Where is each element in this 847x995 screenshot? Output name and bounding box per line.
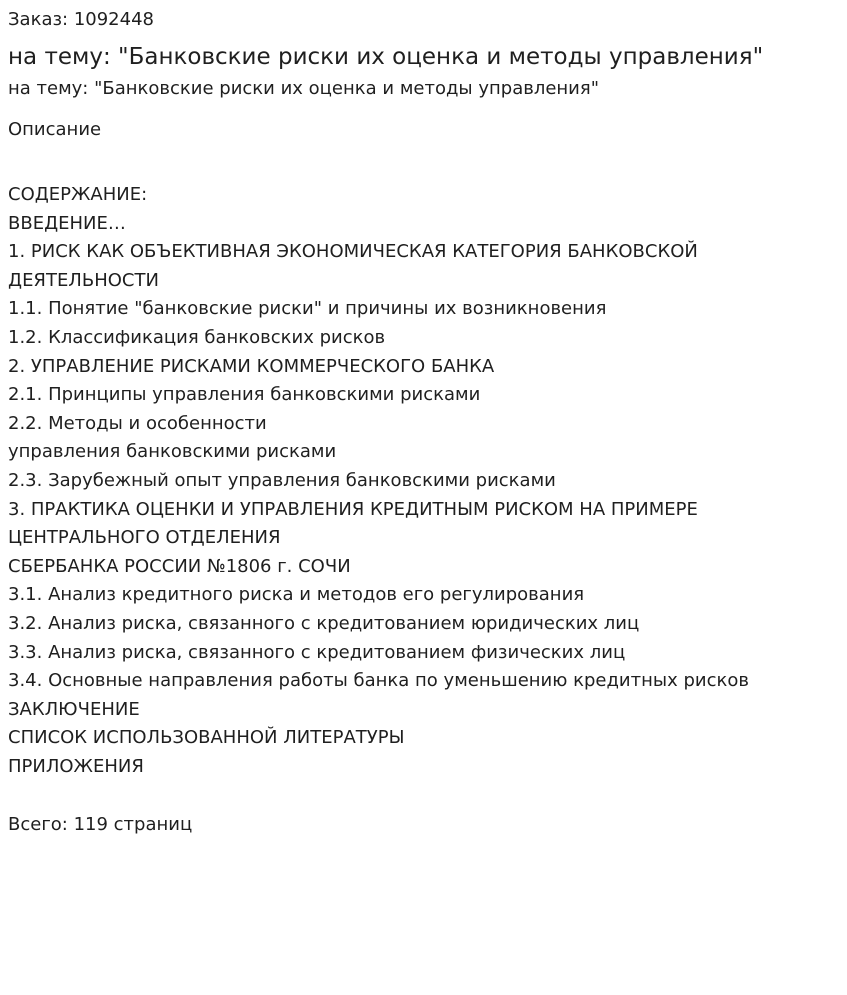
toc-item: 2.3. Зарубежный опыт управления банковскими рисками: [8, 469, 556, 491]
toc-item: ЦЕНТРАЛЬНОГО ОТДЕЛЕНИЯ: [8, 527, 281, 549]
toc-item: 3. ПРАКТИКА ОЦЕНКИ И УПРАВЛЕНИЯ КРЕДИТНЫМ РИСКОМ НА ПРИМЕРЕ: [8, 498, 698, 520]
description-label: Описание: [8, 119, 102, 140]
toc-item: 2. УПРАВЛЕНИЕ РИСКАМИ КОММЕРЧЕСКОГО БАНКА: [8, 355, 495, 377]
toc-item: 1. РИСК КАК ОБЪЕКТИВНАЯ ЭКОНОМИЧЕСКАЯ КАТЕГОРИЯ БАНКОВСКОЙ: [8, 241, 698, 263]
toc-item: управления банковскими рисками: [8, 441, 337, 463]
toc-item: ДЕЯТЕЛЬНОСТИ: [8, 269, 159, 291]
toc-heading: СОДЕРЖАНИЕ:: [8, 184, 148, 205]
toc-item: 2.2. Методы и особенности: [8, 412, 267, 434]
page-subtitle: на тему: "Банковские риски их оценка и методы управления": [8, 78, 599, 99]
toc-item: 2.1. Принципы управления банковскими рисками: [8, 384, 481, 406]
toc-item: ЗАКЛЮЧЕНИЕ: [8, 698, 140, 720]
toc-item: 3.3. Анализ риска, связанного с кредитованием физических лиц: [8, 641, 626, 663]
toc-item: СПИСОК ИСПОЛЬЗОВАННОЙ ЛИТЕРАТУРЫ: [8, 727, 405, 749]
toc-item: СБЕРБАНКА РОССИИ №1806 г. СОЧИ: [8, 555, 351, 577]
toc-item: 1.2. Классификация банковских рисков: [8, 326, 386, 348]
table-of-contents: [8, 181, 839, 781]
order-number: Заказ: 1092448: [8, 9, 154, 30]
toc-item: 3.1. Анализ кредитного риска и методов его регулирования: [8, 584, 585, 606]
toc-item: ПРИЛОЖЕНИЯ: [8, 755, 144, 777]
toc-item: 3.4. Основные направления работы банка по уменьшению кредитных рисков: [8, 670, 749, 692]
toc-item: ВВЕДЕНИЕ…: [8, 212, 126, 234]
toc-item: 3.2. Анализ риска, связанного с кредитованием юридических лиц: [8, 612, 640, 634]
page-title: на тему: "Банковские риски их оценка и методы управления": [8, 44, 764, 70]
total-pages: Всего: 119 страниц: [8, 814, 193, 836]
toc-item: 1.1. Понятие "банковские риски" и причины их возникновения: [8, 298, 607, 320]
